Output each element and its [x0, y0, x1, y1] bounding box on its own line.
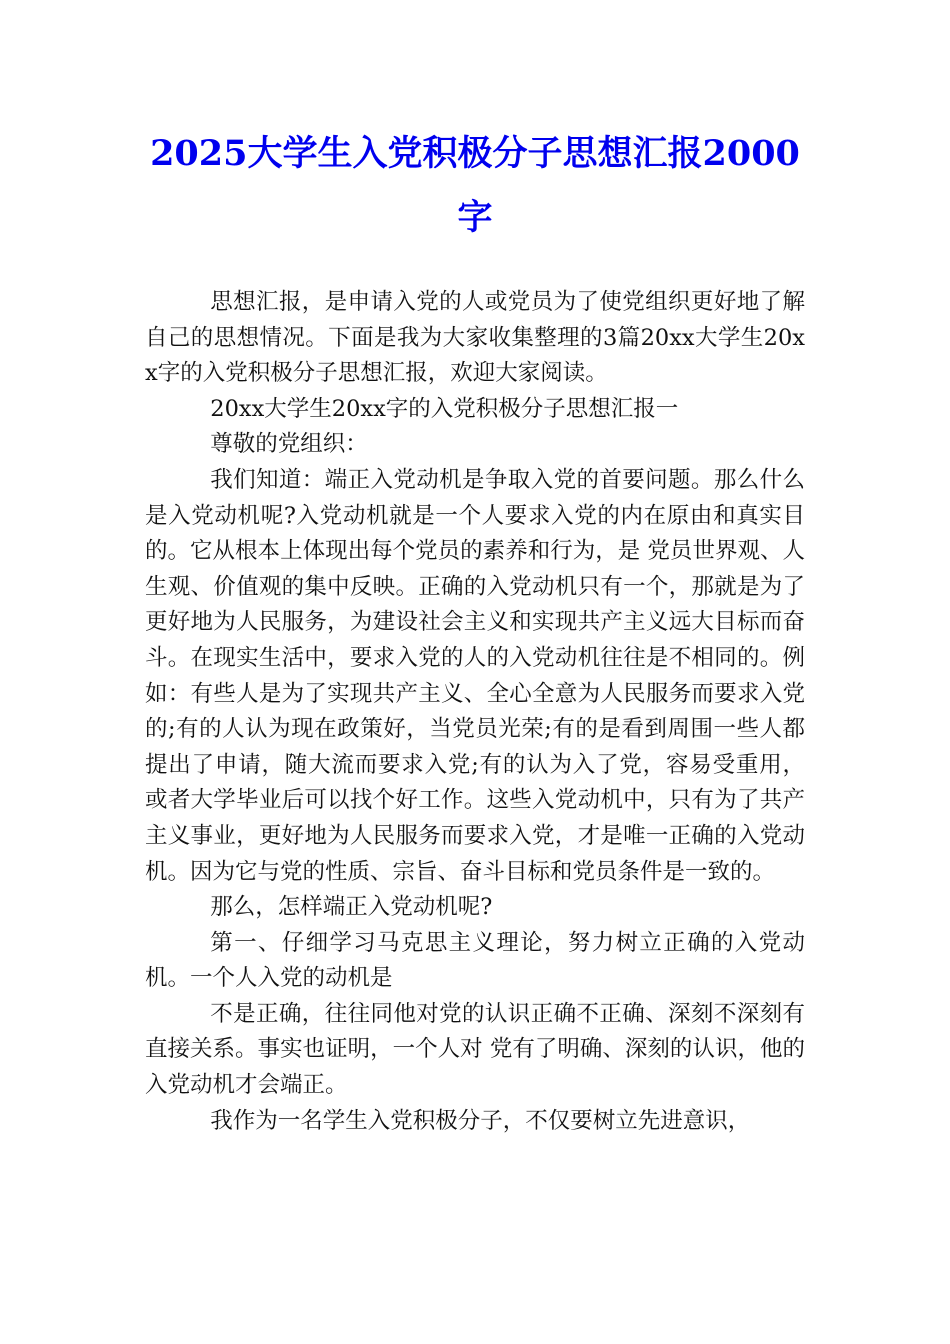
paragraph-point-one-cont: 不是正确，往往同他对党的认识正确不正确、深刻不深刻有直接关系。事实也证明，一个人对 党有了明确、深刻的认识，他的入党动机才会端正。	[145, 1000, 805, 1099]
paragraph-salutation: 尊敬的党组织：	[210, 431, 368, 458]
paragraph-motivation: 我们知道：端正入党动机是争取入党的首要问题。那么什么是入党动机呢?入党动机就是一个人要求入党的内在原由和真实目的。它从根本上体现出每个党员的素养和行为，是 党员世界观、人生观、价值观的集中反映。正确的入党动机只有一个，那就是为了更好地为人民服务，为建设社会主义和实现共产主义远大目标而奋斗。在现实生活中，要求入党的人的入党动机往往是不相同的。例如：有些人是为了实现共产主义、全心全意为人民服务而要求入党的;有的人认为现在政策好，当党员光荣;有的是看到周围一些人都提出了申请，随大流而要求入党;有的认为入了党，容易受重用，或者大学毕业后可以找个好工作。这些入党动机中，只有为了共产主义事业，更好地为人民服务而要求入党，才是唯一正确的入党动机。因为它与党的性质、宗旨、奋斗目标和党员条件是一致的。	[145, 466, 805, 885]
paragraph-question: 那么，怎样端正入党动机呢?	[210, 894, 493, 921]
paragraph-point-one: 第一、仔细学习马克思主义理论，努力树立正确的入党动机。一个人入党的动机是	[145, 929, 805, 992]
document-body	[145, 285, 805, 1139]
paragraph-intro: 思想汇报，是申请入党的人或党员为了使党组织更好地了解自己的思想情况。下面是我为大家收集整理的3篇20xx大学生20xx字的入党积极分子思想汇报，欢迎大家阅读。	[145, 289, 805, 387]
paragraph-closing: 我作为一名学生入党积极分子，不仅要树立先进意识，	[210, 1107, 751, 1134]
paragraph-section-heading: 20xx大学生20xx字的入党积极分子思想汇报一	[210, 395, 679, 422]
document-title: 2025大学生入党积极分子思想汇报2000字	[150, 133, 800, 238]
